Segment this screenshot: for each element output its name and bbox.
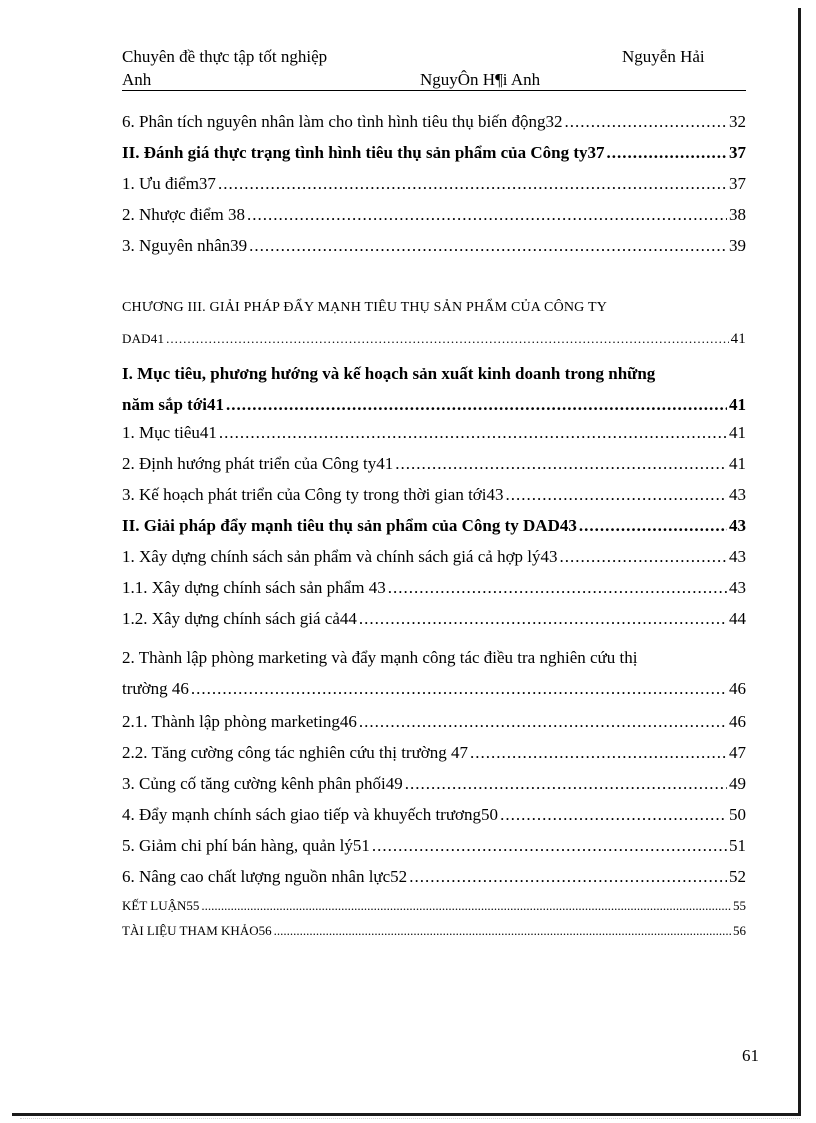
toc-chapter-3 (122, 300, 746, 426)
toc-entry[interactable] (122, 712, 746, 743)
toc-leader-dots (359, 609, 727, 629)
toc-page-number: 43 (729, 516, 746, 535)
toc-block-3 (122, 712, 746, 948)
toc-entry-text: 2.1. Thành lập phòng marketing46 (122, 712, 357, 731)
toc-page-number: 56 (733, 923, 746, 938)
toc-page-number: 55 (733, 898, 746, 913)
toc-leader-dots (470, 743, 727, 763)
toc-leader-dots (191, 679, 727, 699)
toc-leader-dots (607, 143, 727, 163)
toc-page-number: 46 (729, 712, 746, 731)
toc-entry-text: 4. Đẩy mạnh chính sách giao tiếp và khuyếch trương50 (122, 805, 499, 824)
toc-entry-text: DAD41 (122, 331, 165, 346)
toc-leader-dots (249, 236, 727, 256)
toc-leader-dots (560, 547, 727, 567)
toc-entry[interactable] (122, 174, 746, 205)
toc-entry-text: TÀI LIỆU THAM KHẢO56 (122, 923, 272, 938)
toc-leader-dots (409, 867, 727, 887)
toc-leader-dots (405, 774, 727, 794)
toc-page-number: 32 (729, 112, 746, 131)
toc-leader-dots (247, 205, 727, 225)
toc-entry-text: II. Đánh giá thực trạng tình hình tiêu thụ sản phẩm của Công ty37 (122, 143, 605, 162)
toc-entry[interactable] (122, 547, 746, 578)
header-author-name-continued: Anh (122, 70, 152, 89)
toc-leader-dots (500, 805, 727, 825)
toc-page-number: 52 (729, 867, 746, 886)
toc-entry-text: 2. Nhược điểm 38 (122, 205, 246, 224)
toc-page-number: 38 (729, 205, 746, 224)
toc-page-number: 37 (729, 143, 746, 162)
toc-section-heading (122, 364, 746, 395)
toc-entry[interactable] (122, 395, 746, 426)
toc-entry[interactable] (122, 516, 746, 547)
toc-marketing-entry (122, 648, 746, 710)
toc-leader-dots (359, 712, 727, 732)
toc-entry-first-line (122, 648, 746, 679)
toc-page-number: 47 (729, 743, 746, 762)
toc-leader-dots (565, 112, 727, 132)
header-author-name-encoded: NguyÔn H¶i Anh (420, 70, 541, 89)
toc-entry[interactable] (122, 236, 746, 267)
toc-page-number: 49 (729, 774, 746, 793)
toc-leader-dots (395, 454, 727, 474)
toc-block-2 (122, 423, 746, 640)
toc-leader-dots (506, 485, 727, 505)
toc-entry[interactable] (122, 454, 746, 485)
toc-entry-text: 1. Xây dựng chính sách sản phẩm và chính sách giá cả hợp lý43 (122, 547, 558, 566)
toc-page-number: 41 (729, 395, 746, 414)
toc-block-1 (122, 112, 746, 267)
toc-leader-dots (388, 578, 727, 598)
toc-entry-text: I. Mục tiêu, phương hướng và kế hoạch sản xuất kinh doanh trong những (122, 364, 656, 383)
toc-leader-dots (201, 898, 731, 914)
toc-leader-dots (274, 923, 731, 939)
toc-entry[interactable] (122, 143, 746, 174)
toc-page-number: 37 (729, 174, 746, 193)
toc-entry[interactable] (122, 923, 746, 948)
toc-entry-text: 3. Nguyên nhân39 (122, 236, 248, 255)
toc-page-number: 39 (729, 236, 746, 255)
toc-entry-text: năm sắp tới41 (122, 395, 224, 414)
toc-leader-dots (218, 174, 727, 194)
toc-entry[interactable] (122, 743, 746, 774)
toc-page-number: 46 (729, 679, 746, 698)
toc-entry-text: 3. Kế hoạch phát triển của Công ty trong thời gian tới43 (122, 485, 504, 504)
toc-leader-dots (226, 395, 727, 415)
toc-entry-text: trường 46 (122, 679, 189, 698)
toc-page-number: 43 (729, 578, 746, 597)
toc-page-number: 44 (729, 609, 746, 628)
bottom-dotted-line (20, 1118, 800, 1119)
toc-page-number: 43 (729, 547, 746, 566)
page-number: 61 (742, 1046, 759, 1065)
toc-page-number: 41 (729, 423, 746, 442)
header-thesis-title: Chuyên đề thực tập tốt nghiệp (122, 47, 328, 66)
toc-page-number: 41 (729, 454, 746, 473)
toc-entry-text: II. Giải pháp đẩy mạnh tiêu thụ sản phẩm của Công ty DAD43 (122, 516, 577, 535)
toc-page-number: 50 (729, 805, 746, 824)
toc-entry-text: 2. Thành lập phòng marketing và đẩy mạnh công tác điều tra nghiên cứu thị (122, 648, 638, 667)
toc-chapter-heading (122, 300, 746, 331)
header-author-name: Nguyễn Hải (622, 47, 705, 66)
toc-entry-text: KẾT LUẬN55 (122, 898, 200, 913)
toc-entry[interactable] (122, 112, 746, 143)
toc-page-number: 41 (730, 331, 746, 347)
toc-entry[interactable] (122, 679, 746, 710)
toc-entry-text: 2. Định hướng phát triển của Công ty41 (122, 454, 394, 473)
toc-page-number: 51 (729, 836, 746, 855)
toc-entry-text: 3. Củng cố tăng cường kênh phân phối49 (122, 774, 403, 793)
toc-leader-dots (372, 836, 727, 856)
toc-entry[interactable] (122, 205, 746, 236)
toc-entry[interactable] (122, 805, 746, 836)
toc-entry[interactable] (122, 485, 746, 516)
toc-entry-text: 6. Nâng cao chất lượng nguồn nhân lực52 (122, 867, 408, 886)
toc-entry[interactable] (122, 423, 746, 454)
toc-entry-text: 1.1. Xây dựng chính sách sản phẩm 43 (122, 578, 386, 597)
toc-entry[interactable] (122, 331, 746, 362)
toc-entry-text: 5. Giảm chi phí bán hàng, quản lý51 (122, 836, 370, 855)
toc-entry[interactable] (122, 774, 746, 805)
toc-entry-text: 6. Phân tích nguyên nhân làm cho tình hình tiêu thụ biến động32 (122, 112, 563, 131)
toc-entry[interactable] (122, 578, 746, 609)
toc-entry[interactable] (122, 836, 746, 867)
toc-leader-dots (219, 423, 727, 443)
header-rule (122, 90, 746, 91)
toc-leader-dots (166, 331, 728, 347)
toc-entry-text: 2.2. Tăng cường công tác nghiên cứu thị trường 47 (122, 743, 469, 762)
toc-page-number: 43 (729, 485, 746, 504)
toc-entry-text: CHƯƠNG III. GIẢI PHÁP ĐẨY MẠNH TIÊU THỤ SẢN PHẨM CỦA CÔNG TY (122, 300, 608, 315)
toc-entry-text: 1.2. Xây dựng chính sách giá cả44 (122, 609, 357, 628)
toc-entry[interactable] (122, 898, 746, 923)
toc-entry[interactable] (122, 609, 746, 640)
toc-entry[interactable] (122, 867, 746, 898)
toc-leader-dots (579, 516, 727, 536)
toc-entry-text: 1. Ưu điểm37 (122, 174, 216, 193)
toc-entry-text: 1. Mục tiêu41 (122, 423, 217, 442)
